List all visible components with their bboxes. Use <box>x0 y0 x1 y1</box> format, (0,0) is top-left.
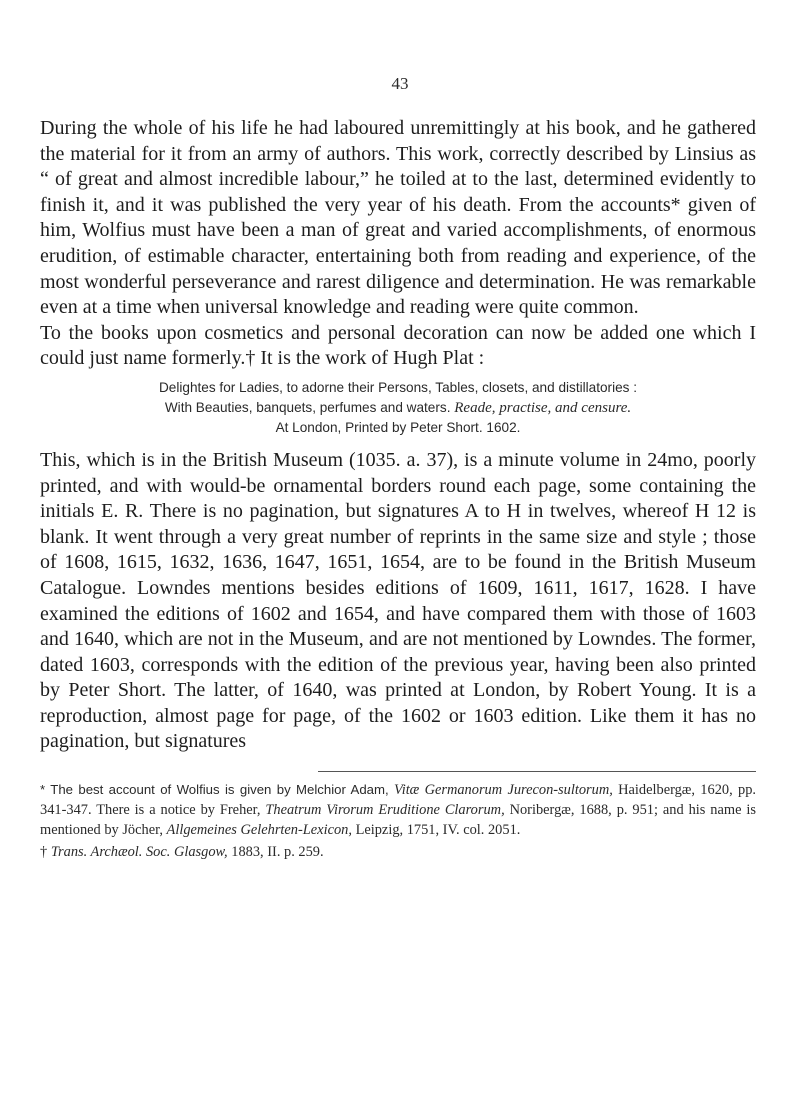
quote-line-2 <box>40 398 756 418</box>
footnote-1-title-c: Allgemeines Gelehrten-Lexicon, <box>166 821 352 838</box>
page-number: 43 <box>391 74 409 93</box>
footnote-2-title: Trans. Archæol. Soc. Glasgow, <box>50 844 228 861</box>
quote-line-3: At London, Printed by Peter Short. 1602. <box>275 419 521 435</box>
main-text <box>40 116 756 755</box>
footnote-divider <box>318 771 756 772</box>
quote-line-2-italic: Reade, practise, and censure. <box>454 399 632 416</box>
footnote-1-text-b: Haidelbergæ, 1620, pp. 341-347. There is a notice by Freher, <box>40 782 756 818</box>
footnote-1-title-b: Theatrum Virorum Eruditione Clarorum, <box>265 801 505 818</box>
footnote-2-text: 1883, II. p. 259. <box>231 844 324 861</box>
footnote-1-text-a: * The best account of Wolfius is given by Melchior Adam, <box>40 782 389 797</box>
paragraph-wolfius: During the whole of his life he had laboured unremittingly at his book, and he gathered the material for it from an army of authors. This work, correctly described by Linsius as “ of great and almost incredible labour,” he toiled at to the last, determined evidently to finish it, and it was published the very year of his death. From the accounts* given of him, Wolfius must have been a man of great and varied accomplishments, of enormous erudition, of estimable character, entertaining both from reading and experience, of the most wonderful perseverance and rarest diligence and determination. He was remarkable even at a time when universal knowledge and reading were quite common. <box>40 117 756 319</box>
footnote-dagger <box>40 843 756 863</box>
footnote-1-text-d: Leipzig, 1751, IV. col. 2051. <box>355 821 521 838</box>
paragraph-british-museum: This, which is in the British Museum (1035. a. 37), is a minute volume in 24mo, poorly printed, and with would-be ornamental borders round each page, some containing the initials E. R. There is no pagination, but signatures A to H in twelves, whereof H 12 is blank. It went through a very great number of reprints in the same size and style ; those of 1608, 1615, 1632, 1636, 1647, 1651, 1654, are to be found in the British Museum Catalogue. Lowndes mentions besides editions of 1609, 1611, 1617, 1628. I have examined the editions of 1602 and 1654, and have compared them with those of 1603 and 1640, which are not in the Museum, and are not mentioned by Lowndes. The former, dated 1603, corresponds with the edition of the previous year, having been also printed by Peter Short. The latter, of 1640, was printed at London, by Robert Young. It is a reproduction, almost page for page, of the 1602 or 1603 edition. Like them it has no pagination, but signatures <box>40 448 756 753</box>
footnotes <box>40 780 756 863</box>
footnote-asterisk <box>40 780 756 840</box>
footnote-1-title-a: Vitæ Germanorum Jurecon-sultorum, <box>393 782 613 798</box>
footnote-1-text-c: Noribergæ, 1688, p. 951; and his name is mentioned by Jöcher, <box>40 801 756 838</box>
quote-line-2-plain: With Beauties, banquets, perfumes and waters. <box>164 399 451 415</box>
book-title-quote <box>40 378 756 438</box>
footnote-2-mark: † <box>40 844 48 861</box>
quote-line-1: Delightes for Ladies, to adorne their Persons, Tables, closets, and distillatories : <box>158 379 638 395</box>
paragraph-cosmetics: To the books upon cosmetics and personal decoration can now be added one which I could just name formerly.† It is the work of Hugh Plat : <box>40 321 756 370</box>
